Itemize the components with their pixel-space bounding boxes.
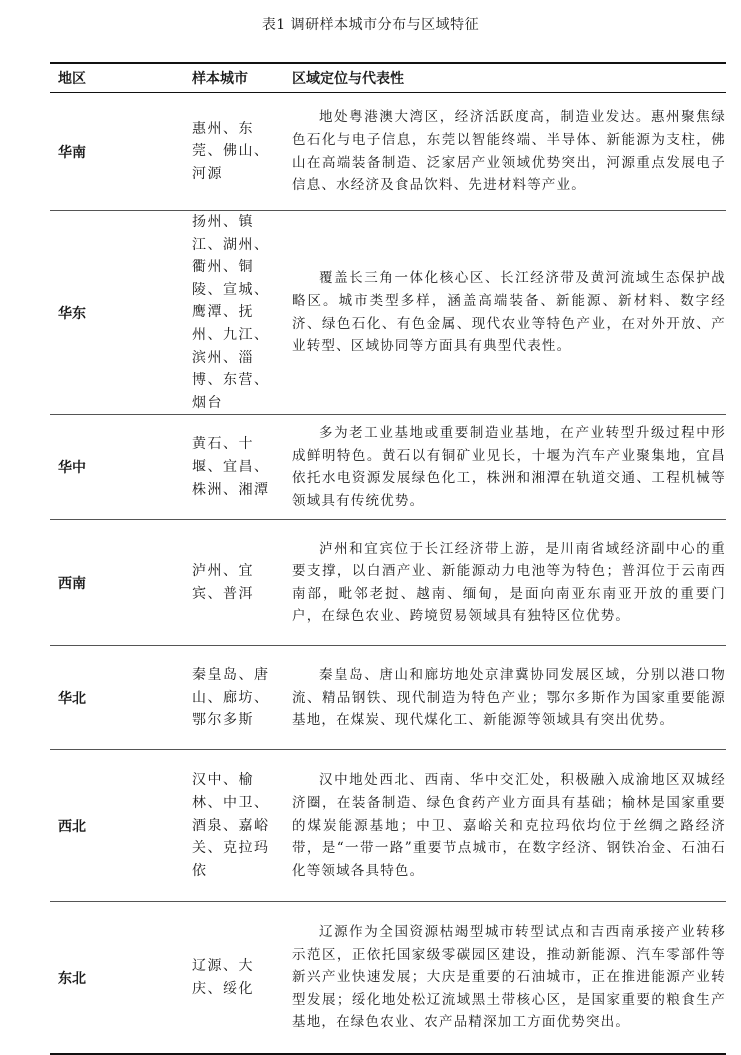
table-caption: 表1 调研样本城市分布与区域特征: [261, 17, 480, 33]
table-row: [50, 211, 726, 415]
table-row: [50, 93, 726, 211]
description-cell: 秦皇岛、唐山和廊坊地处京津冀协同发展区域，分别以港口物流、精品钢铁、现代制造为特色产业；鄂尔多斯作为国家重要能源基地，在煤炭、现代煤化工、新能源等领域具有突出优势。: [286, 646, 726, 750]
description-cell: 汉中地处西北、西南、华中交汇处，积极融入成渝地区双城经济圈，在装备制造、绿色食药产业方面具有基础；榆林是国家重要的煤炭能源基地；中卫、嘉峪关和克拉玛依均位于丝绸之路经济带，是“一带一路”重要节点城市，在数字经济、钢铁冶金、石油石化等领域各具特色。: [286, 750, 726, 902]
city-region-table: [50, 62, 726, 1055]
cities-cell: 泸州、宜宾、普洱: [116, 520, 286, 646]
description-cell: 辽源作为全国资源枯竭型城市转型试点和吉西南承接产业转移示范区，正依托国家级零碳园区建设，推动新能源、汽车零部件等新兴产业快速发展；大庆是重要的石油城市，正在推进能源产业转型发展；绥化地处松辽流域黑土带核心区，是国家重要的粮食生产基地，在绿色农业、农产品精深加工方面优势突出。: [286, 902, 726, 1054]
cities-cell: 惠州、东莞、佛山、河源: [116, 93, 286, 211]
table-row: [50, 902, 726, 1054]
region-cell: 华北: [50, 646, 116, 750]
description-cell: 地处粤港澳大湾区，经济活跃度高，制造业发达。惠州聚焦绿色石化与电子信息，东莞以智能终端、半导体、新能源为支柱，佛山在高端装备制造、泛家居产业领域优势突出，河源重点发展电子信息、水经济及食品饮料、先进材料等产业。: [286, 93, 726, 211]
table-row: [50, 750, 726, 902]
description-cell: 多为老工业基地或重要制造业基地，在产业转型升级过程中形成鲜明特色。黄石以有铜矿业见长，十堰为汽车产业聚集地，宜昌依托水电资源发展绿色化工，株洲和湘潭在轨道交通、工程机械等领域具有传统优势。: [286, 415, 726, 520]
header-cities: 样本城市: [116, 63, 286, 93]
cities-cell: 黄石、十堰、宜昌、株洲、湘潭: [116, 415, 286, 520]
description-cell: 泸州和宜宾位于长江经济带上游，是川南省域经济副中心的重要支撑，以白酒产业、新能源动力电池等为特色；普洱位于云南西南部，毗邻老挝、越南、缅甸，是面向南亚东南亚开放的重要门户，在绿色农业、跨境贸易领域具有独特区位优势。: [286, 520, 726, 646]
table-row: [50, 415, 726, 520]
region-cell: 西南: [50, 520, 116, 646]
cities-cell: 扬州、镇江、湖州、衢州、铜陵、宣城、鹰潭、抚州、九江、滨州、淄博、东营、烟台: [116, 211, 286, 415]
table-row: [50, 646, 726, 750]
region-cell: 西北: [50, 750, 116, 902]
cities-cell: 秦皇岛、唐山、廊坊、鄂尔多斯: [116, 646, 286, 750]
table-row: [50, 520, 726, 646]
header-description: 区域定位与代表性: [286, 63, 726, 93]
region-cell: 华东: [50, 211, 116, 415]
header-region: 地区: [50, 63, 116, 93]
region-cell: 东北: [50, 902, 116, 1054]
region-cell: 华南: [50, 93, 116, 211]
description-cell: 覆盖长三角一体化核心区、长江经济带及黄河流域生态保护战略区。城市类型多样，涵盖高端装备、新能源、新材料、数字经济、绿色石化、有色金属、现代农业等特色产业，在对外开放、产业转型、区域协同等方面具有典型代表性。: [286, 211, 726, 415]
cities-cell: 辽源、大庆、绥化: [116, 902, 286, 1054]
region-cell: 华中: [50, 415, 116, 520]
cities-cell: 汉中、榆林、中卫、酒泉、嘉峪关、克拉玛依: [116, 750, 286, 902]
table-header-row: [50, 63, 726, 93]
